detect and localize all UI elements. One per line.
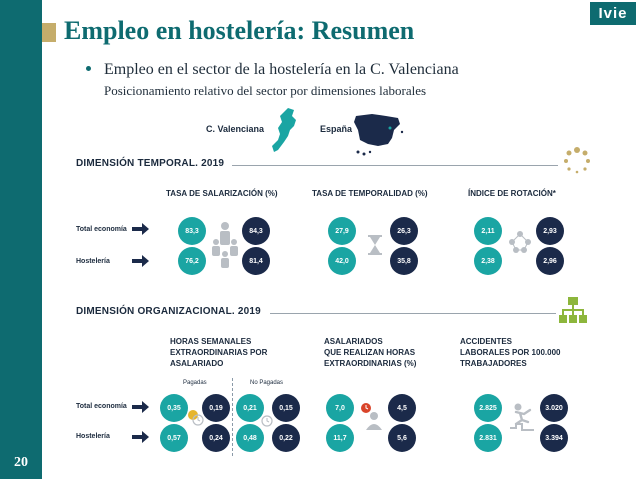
- temporal-dimension-title: DIMENSIÓN TEMPORAL. 2019: [76, 158, 225, 169]
- horas-nopagadas-hosteleria-es: 0,22: [272, 424, 300, 452]
- salarizacion-hosteleria-cv: 76,2: [178, 247, 206, 275]
- hourglass-icon: [366, 234, 384, 256]
- clock-icon: [186, 408, 204, 426]
- asalariados-total-es: 4,5: [388, 394, 416, 422]
- network-icon: [508, 230, 532, 254]
- left-sidebar: [0, 0, 42, 479]
- organizacional-dimension-title: DIMENSIÓN ORGANIZACIONAL. 2019: [76, 306, 261, 317]
- temporalidad-total-cv: 27,9: [328, 217, 356, 245]
- temporal-divider: [232, 165, 558, 166]
- title-accent-bar: [42, 23, 56, 42]
- accidentes-total-es: 3.020: [540, 394, 568, 422]
- clock-icon: [260, 414, 274, 428]
- no-pagadas-label: No Pagadas: [250, 380, 284, 386]
- org-chart-icon: [558, 296, 588, 326]
- arrow-right-icon: [132, 400, 150, 414]
- rotacion-hosteleria-cv: 2,38: [474, 247, 502, 275]
- horas-nopagadas-total-es: 0,15: [272, 394, 300, 422]
- horas-pagadas-total-cv: 0,35: [160, 394, 188, 422]
- horas-nopagadas-total-cv: 0,21: [236, 394, 264, 422]
- temporalidad-hosteleria-cv: 42,0: [328, 247, 356, 275]
- horas-pagadas-hosteleria-es: 0,24: [202, 424, 230, 452]
- rotacion-hosteleria-es: 2,96: [536, 247, 564, 275]
- accidentes-heading: ACCIDENTES LABORALES POR 100.000 TRABAJADORES: [460, 337, 561, 368]
- horas-divider: [232, 378, 233, 456]
- temporalidad-hosteleria-es: 35,8: [390, 247, 418, 275]
- people-icon: [210, 220, 240, 270]
- bullet-text: Empleo en el sector de la hostelería en la C. Valenciana: [104, 61, 459, 78]
- accidentes-total-cv: 2.825: [474, 394, 502, 422]
- pagadas-label: Pagadas: [183, 380, 207, 386]
- temporal-hosteleria-row-label: Hostelería: [76, 258, 110, 265]
- page-number: 20: [14, 455, 28, 470]
- legend-region-label: C. Valenciana: [206, 124, 265, 134]
- rotacion-total-cv: 2,11: [474, 217, 502, 245]
- rotacion-heading: ÍNDICE DE ROTACIÓN*: [468, 189, 556, 198]
- horas-heading: HORAS SEMANALES EXTRAORDINARIAS POR ASALARIADO: [170, 337, 268, 368]
- salarizacion-total-es: 84,3: [242, 217, 270, 245]
- horas-nopagadas-hosteleria-cv: 0,48: [236, 424, 264, 452]
- dots-circle-icon: [562, 146, 592, 176]
- arrow-right-icon: [132, 430, 150, 444]
- worker-clock-icon: [358, 400, 384, 432]
- asalariados-heading: ASALARIADOS QUE REALIZAN HORAS EXTRAORDINARIAS (%): [324, 337, 417, 368]
- asalariados-hosteleria-es: 5,6: [388, 424, 416, 452]
- subtitle: Posicionamiento relativo del sector por dimensiones laborales: [104, 83, 427, 98]
- temporalidad-total-es: 26,3: [390, 217, 418, 245]
- rotacion-total-es: 2,93: [536, 217, 564, 245]
- salarizacion-total-cv: 83,3: [178, 217, 206, 245]
- horas-pagadas-total-es: 0,19: [202, 394, 230, 422]
- arrow-right-icon: [132, 222, 150, 236]
- horas-pagadas-hosteleria-cv: 0,57: [160, 424, 188, 452]
- falling-person-icon: [508, 402, 536, 432]
- temporal-total-row-label: Total economía: [76, 226, 127, 233]
- accidentes-hosteleria-cv: 2.831: [474, 424, 502, 452]
- organizacional-divider: [270, 313, 556, 314]
- salarizacion-hosteleria-es: 81,4: [242, 247, 270, 275]
- bullet-dot: [86, 66, 91, 71]
- asalariados-hosteleria-cv: 11,7: [326, 424, 354, 452]
- salarizacion-heading: TASA DE SALARIZACIÓN (%): [166, 189, 278, 198]
- valencia-map-icon: [268, 106, 302, 154]
- arrow-right-icon: [132, 254, 150, 268]
- temporalidad-heading: TASA DE TEMPORALIDAD (%): [312, 189, 428, 198]
- page-title: Empleo en hostelería: Resumen: [64, 16, 415, 45]
- asalariados-total-cv: 7,0: [326, 394, 354, 422]
- org-hosteleria-row-label: Hostelería: [76, 433, 110, 440]
- spain-map-icon: [352, 110, 404, 158]
- ivie-logo: Ivie: [590, 2, 636, 25]
- legend-country-label: España: [320, 124, 353, 134]
- org-total-row-label: Total economía: [76, 403, 127, 410]
- accidentes-hosteleria-es: 3.394: [540, 424, 568, 452]
